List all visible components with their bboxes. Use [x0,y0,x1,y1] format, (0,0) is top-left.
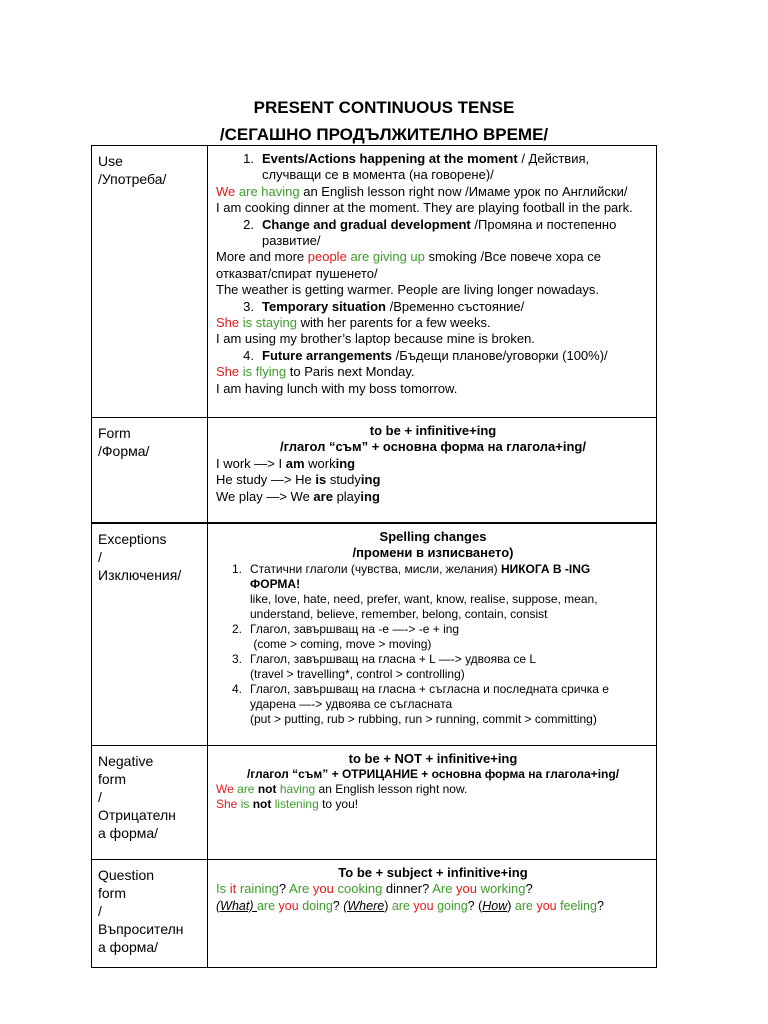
use-example: I am having lunch with my boss tomorrow. [216,380,458,396]
exception-item-4: 4. Глагол, завършващ на гласна + съгласна и последната сричка е [231,681,609,696]
content-negative [208,746,657,860]
question-example: Is it raining? Are you cooking dinner? Are you working? [216,881,533,897]
row-negative [92,746,657,860]
negative-example: We are not having an English lesson right now. [216,782,468,797]
question-example: (What) are you doing? (Where) are you going? (How) are you feeling? [216,898,604,913]
negative-formula: to be + NOT + infinitive+ing [348,751,518,766]
use-example: More and more people are giving up smoking /Все повече хора се [216,249,601,265]
row-form [92,418,657,524]
label-negative: Negative form / Отрицателн а форма/ [92,746,208,860]
use-example: She is flying to Paris next Monday. [216,364,415,380]
negative-formula-bg: /глагол “съм” + ОТРИЦАНИЕ + основна форма на глагола+ing/ [246,767,620,782]
exceptions-heading: Spelling changes [379,529,487,544]
label-exceptions: Exceptions / Изключения/ [92,523,208,746]
negative-example: She is not listening to you! [216,797,359,812]
title-bg: /СЕГАШНО ПРОДЪЛЖИТЕЛНО ВРЕМЕ/ [219,125,549,144]
exceptions-heading-bg: /промени в изписването) [352,545,514,561]
label-form: Form /Форма/ [92,418,208,524]
form-example: We play —> We are playing [216,488,380,504]
exception-item-3: 3. Глагол, завършващ на гласна + L —-> удвоява се L [231,651,537,666]
question-formula: To be + subject + infinitive+ing [338,865,528,880]
page-title [0,94,768,148]
title-en: PRESENT CONTINUOUS TENSE [253,98,515,117]
label-question: Question form / Въпросителн а форма/ [92,860,208,968]
use-item-2: 2. Change and gradual development /Промяна и постепенно [243,216,617,232]
use-example: I am using my brother’s laptop because mine is broken. [216,331,535,347]
row-use [92,146,657,418]
use-example: I am cooking dinner at the moment. They are playing football in the park. [216,200,633,216]
use-item-4: 4. Future arrangements /Бъдещи планове/уговорки (100%)/ [243,347,608,363]
row-exceptions [92,523,657,746]
exception-item-1: 1. Статични глаголи (чувства, мисли, желания) НИКОГА В -ING [231,561,591,576]
form-formula-bg: /глагол “съм” + основна форма на глагола+ing/ [280,439,586,455]
use-example: She is staying with her parents for a few weeks. [216,315,491,331]
content-question [208,860,657,968]
use-item-3: 3. Temporary situation /Временно състояние/ [243,298,525,314]
label-use: Use /Употреба/ [92,146,208,418]
form-example: I work —> I am working [216,455,356,471]
exception-item-2: 2. Глагол, завършващ на -е —-> -e + ing [231,621,460,636]
content-form [208,418,657,524]
use-item-1: 1. Events/Actions happening at the moment / Действия, [243,151,590,166]
grammar-table [91,145,657,968]
use-example: The weather is getting warmer. People are living longer nowadays. [216,282,599,298]
content-use: 1. Events/Actions happening at the moment / Действия, случващи се в момента (на говорене)/ We are having an English lesson right now /Имаме урок по Английски/ I am cooking dinner at the moment. They are playing football in the park. 2. Change and gradual development /Промяна и постепенно развитие/ More and more people are giving up smoking /Все повече хора се отказват/спират пушенето/ The weather is getting warmer. People are living longer nowadays. 3. Temporary situation /Временно състояние/ She is staying with her parents for a few weeks. I am using my brother’s laptop because mine is broken. 4. Future arrangements /Бъдещи планове/уговорки (100%)/ She is flying to Paris next Monday. I am having lunch with my boss tomorrow. [208,146,657,418]
use-example: We are having an English lesson right now /Имаме урок по Английски/ [216,183,628,199]
form-example: He study —> He is studying [216,472,381,488]
content-exceptions: Spelling changes /промени в изписването) 1. Статични глаголи (чувства, мисли, желания) НИКОГА В -ING ФОРМА! like, love, hate, need, prefer, want, know, realise, suppose, mean, understand, believe, remember, belong, contain, consist 2. Глагол, завършващ на -е —-> -e + ing (come > coming, move > moving) 3. Глагол, завършващ на гласна + L —-> удвоява се L (travel > travelling*, control > controlling) 4. Глагол, завършващ на гласна + съгласна и последната сричка е ударена —-> удвоява се съгласната (put > putting, rub > rubbing, run > running, commit > committing) [208,523,657,746]
row-question [92,860,657,968]
form-formula: to be + infinitive+ing [369,423,497,438]
